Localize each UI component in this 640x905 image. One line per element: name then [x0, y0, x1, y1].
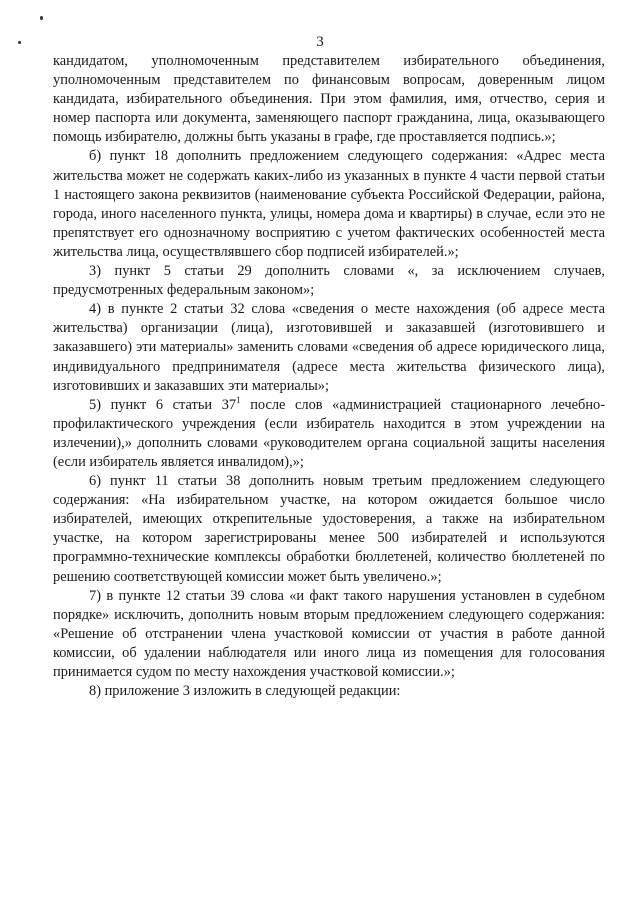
paragraph-item-5-start: 5) пункт 6 статьи 37: [89, 396, 237, 413]
page-number: 3: [316, 34, 324, 50]
paragraph-item-5-end: после слов «администрацией стационарного лечебно-профилактического учреждения (если избиратель находится в этом учреждении на излечении),» дополнить словами «руководителем органа социальной защиты населения (если избиратель является инвалидом),»;: [53, 396, 606, 470]
paragraph-item-4: 4) в пункте 2 статьи 32 слова «сведения о месте нахождения (об адресе места жительства) организации (лица), изготовившей и заказавшей (изготовившего и заказавшего) эти материалы» заменить словами «сведения об адресе юридического лица, индивидуального предпринимателя (адресе места жительства физического лица), изготовивших и заказавших эти материалы»;: [53, 301, 605, 394]
scan-speck: [40, 16, 43, 20]
paragraph-continuation: кандидатом, уполномоченным представителем избирательного объединения, уполномоченным представителем по финансовым вопросам, доверенным лицом кандидата, избирательного объединения. При этом фамилия, имя, отчество, серия и номер паспорта или документа, заменяющего паспорт гражданина, лица, оказывающего помощь избирателю, должны быть указаны в графе, где проставляется подпись.»;: [53, 53, 605, 146]
paragraph-item-6: 6) пункт 11 статьи 38 дополнить новым третьим предложением следующего содержания: «На избирательном участке, на котором ожидается большое число избирателей, имеющих открепительные удостоверения, а также на избирательном участке, на котором зарегистрированы менее 500 избирателей и используются программно-технические комплексы обработки бюллетеней, количество бюллетеней по решению соответствующей комиссии может быть увеличено.»;: [53, 473, 605, 585]
document-body: [53, 52, 605, 701]
paragraph-item-8: 8) приложение 3 изложить в следующей редакции:: [89, 683, 401, 700]
paragraph-item-3: 3) пункт 5 статьи 29 дополнить словами «, за исключением случаев, предусмотренных федеральным законом»;: [53, 263, 605, 299]
superscript-mark: 1: [236, 394, 241, 405]
paragraph-item-5: [53, 396, 605, 472]
paragraph-item-b: б) пункт 18 дополнить предложением следующего содержания: «Адрес места жительства может не содержать каких-либо из указанных в пункте 4 части первой статьи 1 настоящего закона реквизитов (наименование субъекта Российской Федерации, района, города, иного населенного пункта, улицы, номера дома и квартиры) в случае, если это не препятствует его однозначному восприятию с учетом фактических особенностей места жительства лица, осуществлявшего сбор подписей избирателей.»;: [53, 148, 605, 260]
paragraph-item-7: 7) в пункте 12 статьи 39 слова «и факт такого нарушения установлен в судебном порядке» исключить, дополнить новым вторым предложением следующего содержания: «Решение об отстранении члена участковой комиссии от участия в работе данной комиссии, об удалении наблюдателя или иного лица из помещения для голосования принимается судом по месту нахождения участковой комиссии.»;: [53, 587, 605, 680]
